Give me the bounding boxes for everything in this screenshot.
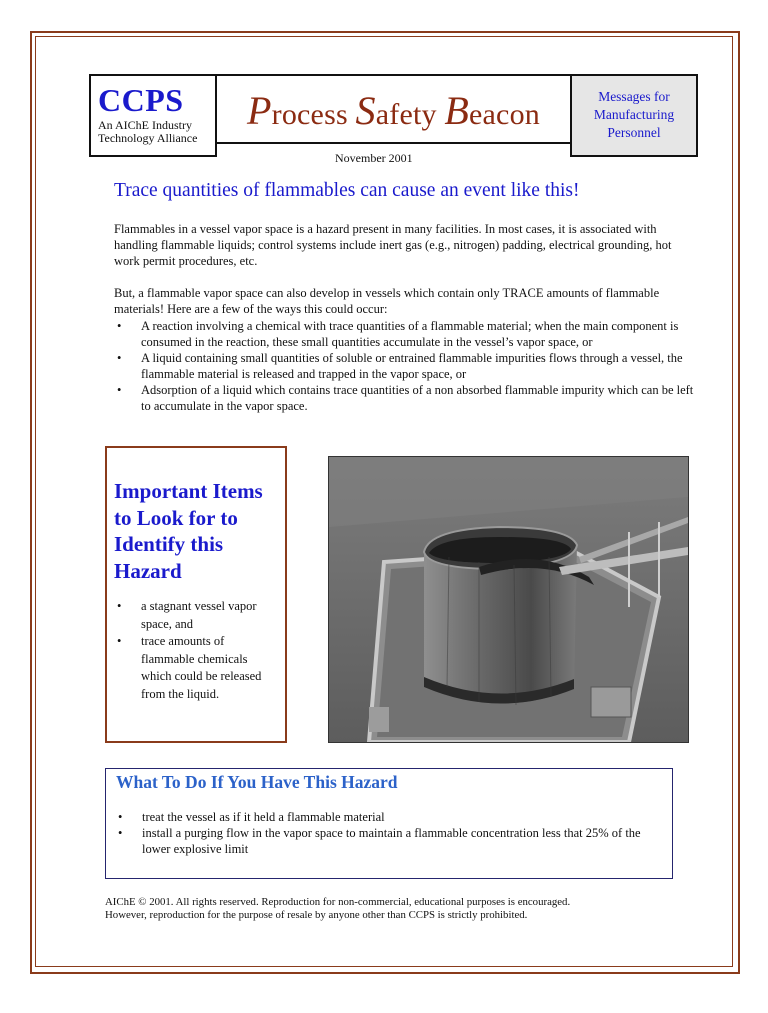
messages-text bbox=[572, 88, 696, 142]
intro-paragraph-1: Flammables in a vessel vapor space is a hazard present in many facilities. In most cases, it is associated with handling flammable liquids; control systems include inert gas (e.g., nitrogen) padding, electrical grounding, hot work permit procedures, etc. bbox=[114, 222, 672, 268]
title-cap-p: P bbox=[247, 88, 272, 133]
list-item: • a stagnant vessel vapor space, and bbox=[114, 598, 277, 633]
beacon-title-box bbox=[215, 74, 572, 144]
list-item: • A reaction involving a chemical with trace quantities of a flammable material; when the main component is consumed in the reaction, these small quantities accumulate in the vessel’s vapor space, or bbox=[114, 318, 694, 350]
list-item: • install a purging flow in the vapor space to maintain a flammable concentration less that 25% of the lower explosive limit bbox=[115, 825, 667, 857]
alliance-line-2: Technology Alliance bbox=[98, 131, 198, 145]
list-item: • Adsorption of a liquid which contains trace quantities of a non absorbed flammable impurity which can be left to accumulate in the vapor space. bbox=[114, 382, 694, 414]
messages-line-3: Personnel bbox=[607, 125, 661, 140]
tank-photo-illustration bbox=[329, 457, 688, 742]
ways-list bbox=[114, 318, 694, 414]
copyright-footer bbox=[105, 896, 695, 922]
alliance-line-1: An AIChE Industry bbox=[98, 118, 192, 132]
what-to-do-list bbox=[115, 809, 667, 857]
title-rest-p: rocess bbox=[271, 98, 356, 131]
intro-paragraph-2: But, a flammable vapor space can also develop in vessels which contain only TRACE amounts of flammable materials! Here are a few of the ways this could occur: bbox=[114, 286, 660, 316]
list-item: • trace amounts of flammable chemicals which could be released from the liquid. bbox=[114, 633, 277, 703]
messages-box bbox=[570, 74, 698, 157]
title-cap-b: B bbox=[444, 88, 470, 133]
messages-line-2: Manufacturing bbox=[593, 107, 675, 122]
important-items-title: Important Items to Look for to Identify this Hazard bbox=[114, 479, 263, 583]
list-item: • treat the vessel as if it held a flammable material bbox=[115, 809, 667, 825]
important-items-box bbox=[105, 446, 287, 743]
title-rest-s: afety bbox=[375, 98, 445, 131]
beacon-title bbox=[217, 76, 570, 150]
copyright-line-2: However, reproduction for the purpose of resale by anyone other than CCPS is strictly prohibited. bbox=[105, 909, 528, 921]
alliance-text bbox=[98, 119, 209, 145]
title-rest-b: eacon bbox=[469, 98, 540, 131]
title-cap-s: S bbox=[355, 88, 376, 133]
messages-line-1: Messages for bbox=[598, 89, 670, 104]
ccps-logo-box bbox=[89, 74, 217, 157]
issue-date: November 2001 bbox=[335, 151, 413, 165]
important-items-list bbox=[114, 598, 277, 703]
damaged-tank-photo bbox=[328, 456, 689, 743]
ccps-logo: CCPS bbox=[98, 82, 184, 118]
what-to-do-title: What To Do If You Have This Hazard bbox=[116, 772, 398, 792]
what-to-do-box bbox=[105, 768, 673, 879]
headline: Trace quantities of flammables can cause an event like this! bbox=[114, 180, 580, 201]
copyright-line-1: AIChE © 2001. All rights reserved. Reproduction for non-commercial, educational purposes is encouraged. bbox=[105, 896, 571, 908]
list-item: • A liquid containing small quantities of soluble or entrained flammable impurities flows through a vessel, the flammable material is released and trapped in the vapor space, or bbox=[114, 350, 694, 382]
